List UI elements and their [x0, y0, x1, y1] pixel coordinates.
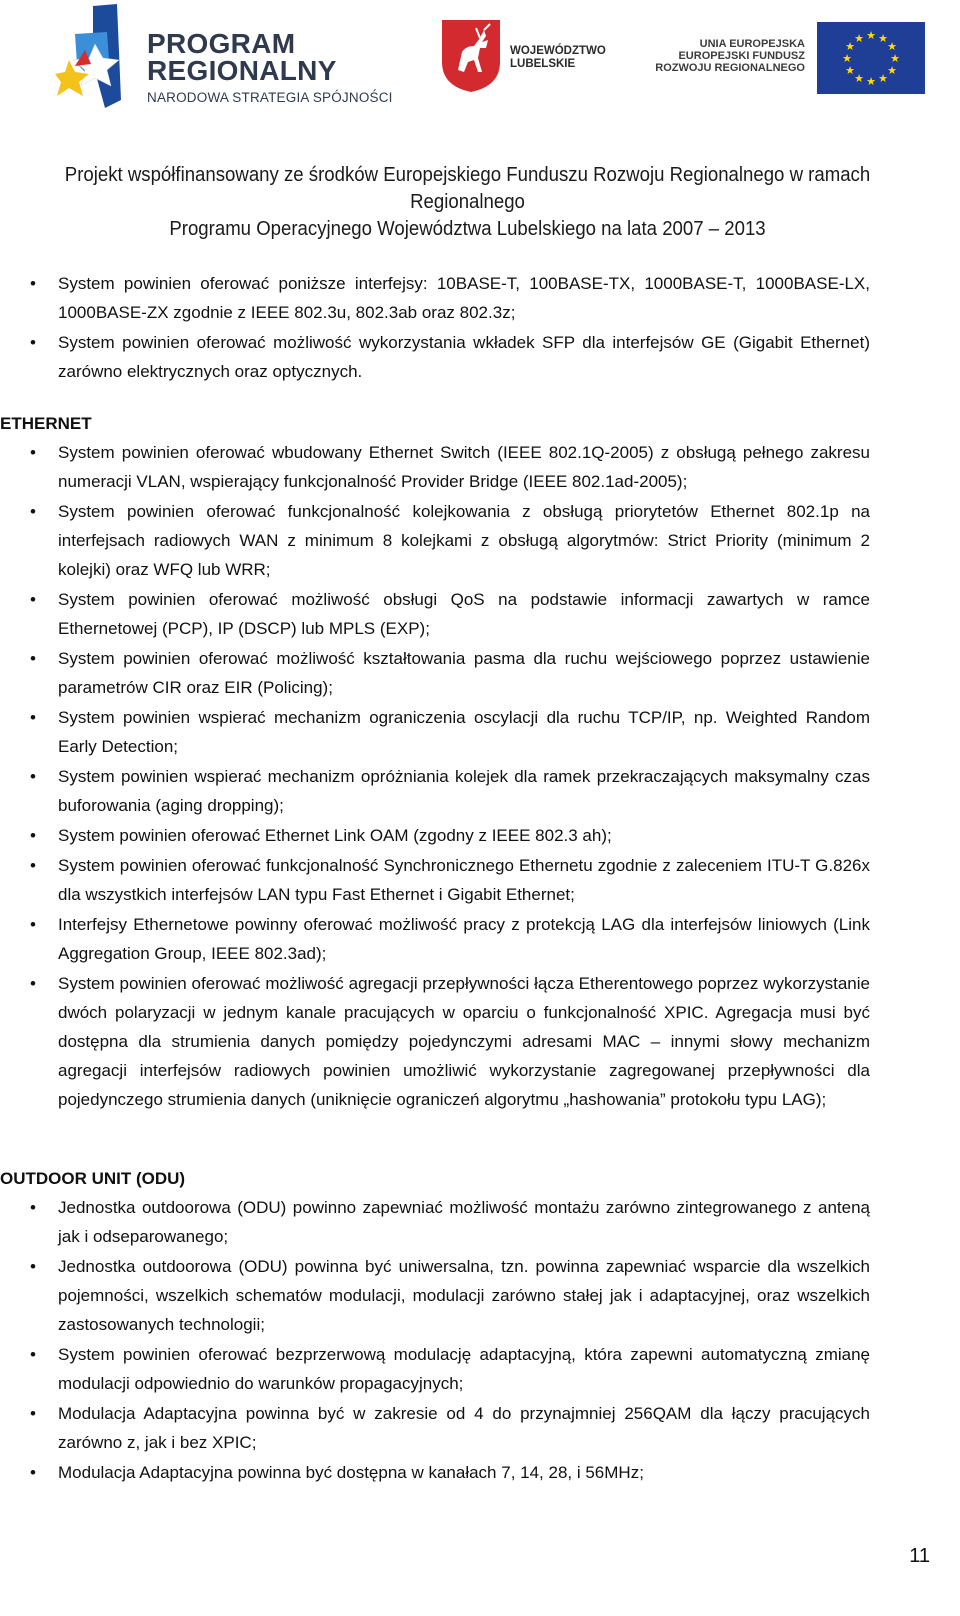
woj-text [510, 45, 606, 71]
program-title-line2: REGIONALNY [147, 55, 337, 86]
eu-text [655, 38, 805, 74]
cofinancing-line2: Programu Operacyjnego Województwa Lubelskiego na lata 2007 – 2013 [169, 218, 766, 240]
list-item: • System powinien wspierać mechanizm ograniczenia oscylacji dla ruchu TCP/IP, np. Weighted Random Early Detection; [0, 703, 870, 761]
svg-text:★: ★ [878, 72, 888, 85]
svg-text:★: ★ [845, 40, 855, 53]
list-item: • System powinien oferować funkcjonalność kolejkowania z obsługą priorytetów Ethernet 802.1p na interfejsach radiowych WAN z minimum 8 kolejkami z obsługą algorytmów: Strict Priority (minimum 2 kolejki) oraz WFQ lub WRR; [0, 497, 870, 584]
svg-text:★: ★ [878, 32, 888, 45]
svg-text:★: ★ [854, 72, 864, 85]
list-item: • System powinien oferować poniższe interfejsy: 10BASE-T, 100BASE-TX, 1000BASE-T, 1000BASE-LX, 1000BASE-ZX zgodnie z IEEE 802.3u, 802.3ab oraz 802.3z; [0, 269, 870, 327]
svg-text:★: ★ [887, 40, 897, 53]
list-item: • System powinien oferować Ethernet Link OAM (zgodny z IEEE 802.3 ah); [0, 821, 870, 850]
svg-text:★: ★ [890, 52, 900, 65]
cofinancing-line1: Projekt współfinansowany ze środków Europejskiego Funduszu Rozwoju Regionalnego w ramach Regionalnego [64, 164, 871, 213]
list-item: • System powinien wspierać mechanizm opróżniania kolejek dla ramek przekraczających maksymalny czas buforowania (aging dropping); [0, 762, 870, 820]
page-number: 11 [909, 1545, 930, 1567]
svg-text:★: ★ [854, 32, 864, 45]
program-star-mark-icon [55, 4, 145, 112]
svg-text:★: ★ [866, 29, 876, 42]
list-item: • System powinien oferować możliwość agregacji przepływności łącza Etherentowego poprzez wykorzystanie dwóch polaryzacji w jednym kanale pracujących w oparciu o funkcjonalność XPIC. Agregacja musi być dostępna dla strumienia danych pomiędzy pojedynczymi adresami MAC – innymi słowy mechanizm agregacji interfejsów radiowych powinien umożliwić wykorzystanie zagregowanej przepływności dla pojedynczego strumienia danych (uniknięcie ograniczeń algorytmu „hashowania” protokołu typu LAG); [0, 969, 870, 1114]
list-item: • Interfejsy Ethernetowe powinny oferować możliwość pracy z protekcją LAG dla interfejsów liniowych (Link Aggregation Group, IEEE 802.3ad); [0, 910, 870, 968]
list-item: • System powinien oferować funkcjonalność Synchronicznego Ethernetu zgodnie z zaleceniem ITU-T G.826x dla wszystkich interfejsów LAN typu Fast Ethernet i Gigabit Ethernet; [0, 851, 870, 909]
eu-line2: EUROPEJSKI FUNDUSZ [678, 50, 805, 62]
svg-text:★: ★ [866, 75, 876, 88]
list-item: • System powinien oferować wbudowany Ethernet Switch (IEEE 802.1Q-2005) z obsługą pełnego zakresu numeracji VLAN, wspierający funkcjonalność Provider Bridge (IEEE 802.1ad-2005); [0, 438, 870, 496]
section-title-odu: OUTDOOR UNIT (ODU) [0, 1169, 186, 1188]
intro-list [0, 269, 870, 386]
woj-line2: LUBELSKIE [510, 58, 576, 70]
header-logos [0, 0, 960, 120]
list-item: • Modulacja Adaptacyjna powinna być dostępna w kanałach 7, 14, 28, i 56MHz; [0, 1458, 870, 1487]
program-regionalny-logo [55, 4, 393, 112]
wojewodztwo-lubelskie-logo [440, 18, 610, 98]
spacer [0, 1115, 870, 1164]
program-title [147, 30, 337, 84]
program-title-line1: PROGRAM [147, 28, 296, 59]
svg-text:★: ★ [887, 64, 897, 77]
svg-text:★: ★ [845, 64, 855, 77]
eu-stars-icon [817, 22, 925, 94]
list-item: • Modulacja Adaptacyjna powinna być w zakresie od 4 do przynajmniej 256QAM dla łączy pracujących zarówno z, jak i bez XPIC; [0, 1399, 870, 1457]
list-item: • System powinien oferować możliwość kształtowania pasma dla ruchu wejściowego poprzez ustawienie parametrów CIR oraz EIR (Policing); [0, 644, 870, 702]
document-body [0, 269, 870, 1488]
list-item: • System powinien oferować bezprzerwową modulację adaptacyjną, która zapewni automatyczną zmianę modulacji odpowiednio do warunków propagacyjnych; [0, 1340, 870, 1398]
eu-fund-logo [655, 18, 930, 98]
list-item: • Jednostka outdoorowa (ODU) powinno zapewniać możliwość montażu zarówno zintegrowanego z anteną jak i odseparowanego; [0, 1193, 870, 1251]
svg-text:★: ★ [842, 52, 852, 65]
program-subtitle: NARODOWA STRATEGIA SPÓJNOŚCI [147, 90, 393, 105]
cofinancing-note [33, 162, 903, 243]
list-item: • System powinien oferować możliwość obsługi QoS na podstawie informacji zawartych w ramce Ethernetowej (PCP), IP (DSCP) lub MPLS (EXP); [0, 585, 870, 643]
list-item: • System powinien oferować możliwość wykorzystania wkładek SFP dla interfejsów GE (Gigabit Ethernet) zarówno elektrycznych oraz optycznych. [0, 328, 870, 386]
eu-flag-icon [817, 22, 925, 94]
woj-line1: WOJEWÓDZTWO [510, 45, 606, 57]
section-title-ethernet: ETHERNET [0, 414, 92, 433]
eu-line1: UNIA EUROPEJSKA [699, 38, 805, 50]
eu-line3: ROZWOJU REGIONALNEGO [655, 62, 805, 74]
odu-list [0, 1193, 870, 1487]
list-item: • Jednostka outdoorowa (ODU) powinna być uniwersalna, tzn. powinna zapewniać wsparcie dla wszelkich pojemności, wszelkich schematów modulacji, modulacji zarówno stałej jak i adaptacyjnej, oraz wszelkich zastosowanych technologii; [0, 1252, 870, 1339]
ethernet-list [0, 438, 870, 1114]
spacer [0, 387, 870, 409]
lubelskie-shield-icon [440, 18, 502, 94]
